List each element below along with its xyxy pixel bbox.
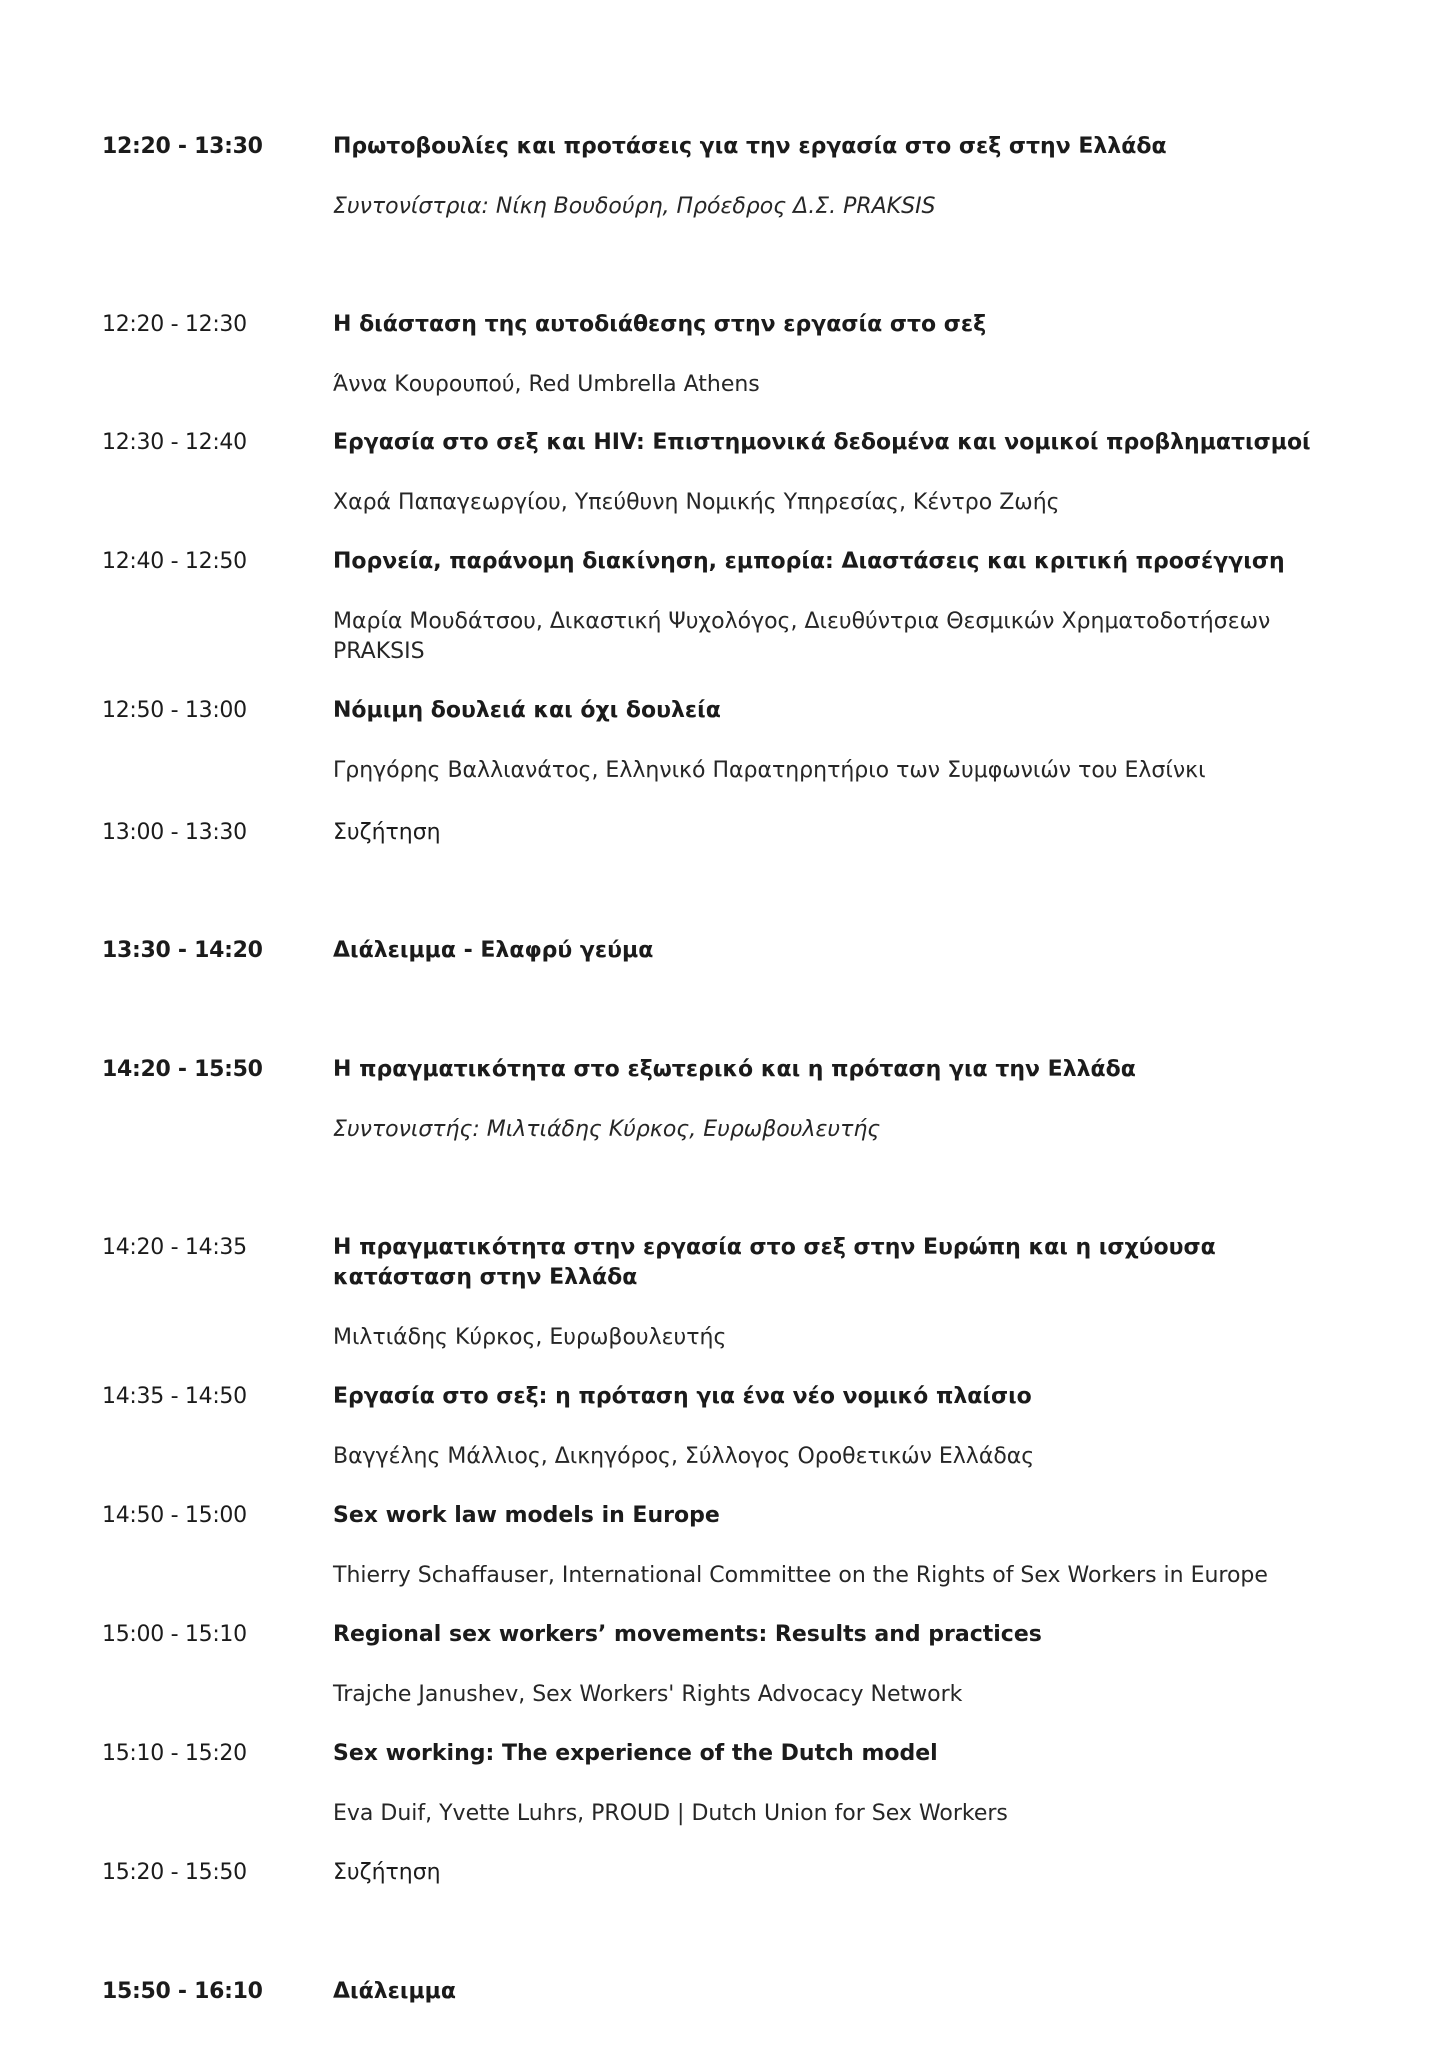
item-title: Συζήτηση [333,1860,441,1885]
break-title: Διάλειμμα [333,1979,456,2004]
item-time: 13:00 - 13:30 [102,820,247,845]
item-time: 14:50 - 15:00 [102,1503,247,1528]
session-time: 12:20 - 13:30 [102,134,263,159]
item-speaker: Μιλτιάδης Κύρκος, Ευρωβουλευτής [333,1325,727,1350]
item-time: 14:35 - 14:50 [102,1384,247,1409]
item-time: 15:00 - 15:10 [102,1622,247,1647]
item-title: Συζήτηση [333,820,441,845]
item-time: 15:20 - 15:50 [102,1860,247,1885]
break-time: 13:30 - 14:20 [102,938,263,963]
session-title: Πρωτοβουλίες και προτάσεις για την εργασία στο σεξ στην Ελλάδα [333,134,1167,159]
session-title: Η πραγματικότητα στο εξωτερικό και η πρόταση για την Ελλάδα [333,1057,1136,1082]
item-title: Sex work law models in Europe [333,1503,720,1528]
session-moderator: Συντονίστρια: Νίκη Βουδούρη, Πρόεδρος Δ.Σ. PRAKSIS [333,194,936,219]
item-time: 12:40 - 12:50 [102,549,247,574]
item-title: Εργασία στο σεξ και HIV: Επιστημονικά δεδομένα και νομικοί προβληματισμοί [333,430,1311,455]
item-speaker: Thierry Schaffauser, International Committee on the Rights of Sex Workers in Europe [333,1563,1268,1588]
item-title: Νόμιμη δουλειά και όχι δουλεία [333,698,721,723]
item-title: Sex working: The experience of the Dutch model [333,1741,938,1766]
item-speaker: Eva Duif, Yvette Luhrs, PROUD | Dutch Union for Sex Workers [333,1801,1008,1826]
session-moderator: Συντονιστής: Μιλτιάδης Κύρκος, Ευρωβουλευτής [333,1117,881,1142]
item-time: 15:10 - 15:20 [102,1741,247,1766]
session-time: 14:20 - 15:50 [102,1057,263,1082]
item-title: Η πραγματικότητα στην εργασία στο σεξ στην Ευρώπη και η ισχύουσα κατάσταση στην Ελλάδα [333,1235,1216,1290]
item-title: Η διάσταση της αυτοδιάθεσης στην εργασία στο σεξ [333,312,987,337]
item-title: Regional sex workers’ movements: Results and practices [333,1622,1042,1647]
item-title: Πορνεία, παράνομη διακίνηση, εμπορία: Διαστάσεις και κριτική προσέγγιση [333,549,1285,574]
item-speaker: Χαρά Παπαγεωργίου, Υπεύθυνη Νομικής Υπηρεσίας, Κέντρο Ζωής [333,490,1060,515]
item-speaker: Βαγγέλης Μάλλιος, Δικηγόρος, Σύλλογος Οροθετικών Ελλάδας [333,1444,1035,1469]
break-title: Διάλειμμα - Ελαφρύ γεύμα [333,938,654,963]
item-speaker: Γρηγόρης Βαλλιανάτος, Ελληνικό Παρατηρητήριο των Συμφωνιών του Ελσίνκι [333,758,1206,783]
item-speaker: Άννα Κουρουπού, Red Umbrella Athens [333,372,760,397]
item-time: 12:20 - 12:30 [102,312,247,337]
break-time: 15:50 - 16:10 [102,1979,263,2004]
item-time: 12:50 - 13:00 [102,698,247,723]
item-speaker: Μαρία Μουδάτσου, Δικαστική Ψυχολόγος, Διευθύντρια Θεσμικών Χρηματοδοτήσεων PRAKSIS [333,609,1271,664]
item-time: 14:20 - 14:35 [102,1235,247,1260]
item-title: Εργασία στο σεξ: η πρόταση για ένα νέο νομικό πλαίσιο [333,1384,1032,1409]
item-speaker: Trajche Janushev, Sex Workers' Rights Advocacy Network [333,1682,963,1707]
item-time: 12:30 - 12:40 [102,430,247,455]
